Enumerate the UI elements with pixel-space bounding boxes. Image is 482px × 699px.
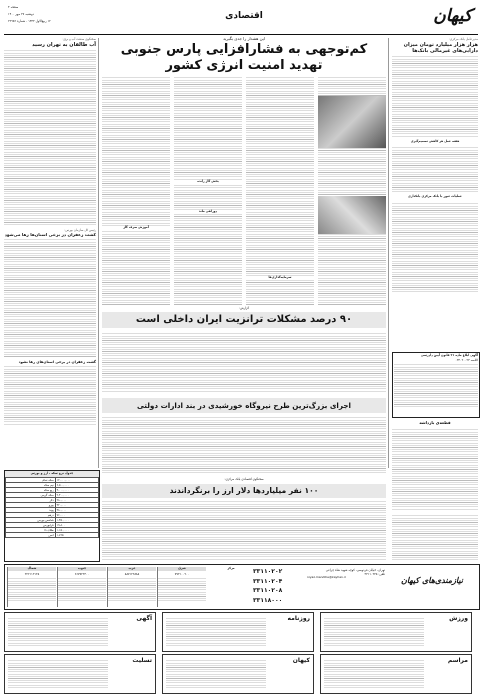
phone-list (253, 567, 303, 605)
table-cell-value: ۱,۴۵۰,۰۰۰ (55, 517, 98, 522)
ad-box-label: آگهی (136, 615, 152, 622)
city-name: شمال (8, 567, 56, 571)
left-headline: آب طالقان به تهران رسید (32, 41, 96, 48)
table-cell-label: فرابورس (6, 522, 56, 527)
center-col-2 (174, 76, 242, 306)
ad-box (4, 654, 156, 694)
table-cell-value: ۳۸۰,۰۰۰ (55, 507, 98, 512)
table-cell-value: ۷۶,۰۰۰ (55, 512, 98, 517)
table-cell-value: ۱,۷۶۵ (55, 532, 98, 537)
city-fill (58, 577, 106, 603)
phone-3: ۳۳۱۱۰۲۰۸ (253, 587, 283, 594)
city-phone: ۶۶۷۷۲۲۳۰۰ (74, 571, 90, 576)
ad-boxes (4, 612, 478, 694)
right-box-2: عملیات عبور با بانک مرکزی بانکداری (408, 194, 462, 199)
city-name: غرب (108, 567, 156, 571)
subhead-2: آموزش صرف گاز (102, 226, 170, 230)
market-table-box (4, 470, 100, 562)
email-line: niyaz.mandihe@kayhan.ir (307, 575, 346, 580)
right-body-4 (392, 428, 478, 510)
lead-title-1: کم‌توجهی به فشارافزایی پارس جنوبی (120, 42, 368, 57)
article-photo-2 (318, 196, 386, 234)
table-cell-label: نیم سکه (6, 482, 56, 487)
banner-transit: ۹۰ درصد مشکلات ترانزیت ایران داخلی است (102, 312, 386, 328)
classified-brand: نیازمندی‌های کیهان (400, 576, 464, 585)
right-headline: هزار هزار میلیارد تومان میزان دارایی‌های غیرمالی بانک‌ها (403, 41, 478, 55)
banner-currency: ۱۰۰ نفر میلیاردها دلار ارز را برنگرداندند (102, 484, 386, 498)
article-photo (318, 96, 386, 148)
notice-ref: کلاسه ۰۳۴۰۲۰۰۲۳ (455, 357, 478, 362)
city-column (157, 567, 206, 607)
logo: کیهان (433, 6, 472, 26)
city-phone: ۲۲۲۱۱۳۱۳۸ (24, 571, 40, 576)
left-column (4, 38, 96, 468)
col-divider-right (388, 38, 389, 468)
city-fill (8, 577, 56, 603)
table-cell-value: ۲۸۰,۰۰۰ (55, 497, 98, 502)
right-body-5 (392, 514, 478, 560)
table-cell-label: انس (6, 532, 56, 537)
table-cell-label: شاخص بورس (6, 517, 56, 522)
banner3-kicker: سخنگوی اقتصادی بانک مرکزی: (224, 477, 264, 481)
address-line: تهران، خیابان فردوسی، کوچه شهید شاه چراغی (325, 568, 385, 572)
left-body-1 (4, 49, 96, 225)
table-cell-value: ۱۹,۸۰۰ (55, 522, 98, 527)
notice-body (394, 363, 478, 407)
city-name: شرق (158, 567, 206, 571)
ad-box (320, 612, 472, 652)
city-header: مرکز (227, 566, 235, 570)
left-sub-kicker: رئیس کل سازمان بورس: (64, 227, 96, 232)
ad-box-label: تسلیت (132, 657, 152, 664)
ad-box (320, 654, 472, 694)
right-body-2 (392, 146, 478, 192)
left-body-3 (4, 365, 96, 425)
ad-box (162, 654, 314, 694)
banner3-body (102, 500, 386, 560)
ad-box-body (8, 617, 108, 647)
ad-box-label: روزنامه (287, 615, 310, 622)
lead-title-2: تهدید امنیت انرژی کشور (165, 58, 323, 73)
banner-solar: اجرای بزرگ‌ترین طرح نیروگاه خورشیدی در بند ادارات دولتی (102, 398, 386, 413)
city-column (107, 567, 156, 607)
date-line: دوشنبه ۲۷ مهر ۱۴۰۰ (8, 12, 34, 16)
center-col-1 (102, 76, 170, 306)
table-cell-label: ربع سکه (6, 487, 56, 492)
city-phone: ۷۷۳۱۰۰۹۰۰ (174, 571, 190, 576)
market-table (5, 477, 99, 538)
ad-box (162, 612, 314, 652)
section-title: اقتصادی (225, 11, 263, 21)
right-section-title: قطعه‌ی بازداشه (419, 420, 451, 425)
table-cell-value: ۶,۵۰۰,۰۰۰ (55, 482, 98, 487)
right-kicker: مدیرعامل بانک مرکزی: (448, 37, 478, 41)
right-body-3 (392, 202, 478, 292)
banner1-body (102, 332, 386, 392)
right-body-1 (392, 55, 478, 137)
masthead (4, 4, 478, 35)
subhead-1: بخش گاز رانده (174, 180, 242, 184)
city-name: جنوب (58, 567, 106, 571)
table-cell-label: پوند (6, 507, 56, 512)
ad-box-body (166, 617, 266, 647)
lead-kicker: این هشدار را جدی بگیرید (223, 36, 265, 41)
col-divider (98, 38, 99, 468)
table-cell-value: ۳۲۰,۰۰۰ (55, 502, 98, 507)
table-cell-label: درهم (6, 512, 56, 517)
left-body-2 (4, 238, 96, 358)
phone-4: ۳۳۱۱۸۰۰۰ (253, 596, 283, 604)
address-block (307, 569, 385, 580)
banner2-body (102, 416, 386, 474)
phone-1: ۳۳۱۱۰۲۰۲ (253, 568, 283, 575)
table-cell-label: طلای ۱۸ (6, 527, 56, 532)
city-phone: ۸۸۷۱۲۲۸۸۸ (124, 571, 140, 576)
ad-box (4, 612, 156, 652)
right-box-1: هفته عمل هر کاهش تصمیم‌گیری (410, 138, 460, 143)
issue-line: ۱۲ ربیع‌الاول ۱۴۴۳ - شماره ۲۲۹۸۲ (8, 19, 51, 23)
left-sub-headline: کشت زعفران در برخی استان‌ها رها می‌شود (4, 232, 96, 238)
ad-box-label: کیهان (292, 657, 310, 664)
phone-block: تلفن: ۳۳۱۱۰۲۳۵ (364, 571, 385, 576)
page-label: صفحه ۴ (8, 5, 19, 9)
table-cell-value: ۱,۱۵۰,۰۰۰ (55, 527, 98, 532)
right-column (392, 38, 478, 378)
banner1-kicker: گزارش: (238, 306, 250, 310)
center-col-3 (246, 76, 314, 306)
table-cell-label: سکه تمام (6, 477, 56, 482)
left-sub-headline-2: گشت زعفران در برخی استان‌های رها نشود (18, 360, 96, 365)
ad-box-label: مراسم (447, 657, 468, 664)
ad-box-body (8, 659, 108, 689)
ad-box-body (324, 617, 424, 647)
city-column (57, 567, 106, 607)
phone-2: ۳۳۱۱۰۲۰۴ (253, 577, 283, 585)
table-cell-value: ۴,۰۰۰,۰۰۰ (55, 487, 98, 492)
city-fill (108, 577, 156, 603)
city-fill (158, 577, 206, 603)
table-cell-label: دلار (6, 497, 56, 502)
ad-box-body (166, 659, 266, 689)
left-kicker: سخنگوی صنعت آب و برق: (62, 37, 96, 41)
table-row (6, 532, 99, 537)
subhead-3: دوراهی ماند (174, 210, 242, 214)
city-phone-grid (7, 567, 207, 607)
market-table-title: جدول نرخ سکه ، ارز و بورس (5, 471, 99, 477)
subhead-4: سرمایه‌گذاری‌ها (246, 276, 314, 280)
legal-notice (392, 352, 480, 418)
table-cell-value: ۲,۴۰۰,۰۰۰ (55, 492, 98, 497)
table-cell-value: ۱۲,۰۰۰,۰۰۰ (55, 477, 98, 482)
ad-box-label: ورزش (449, 615, 468, 622)
ad-box-body (324, 659, 424, 689)
city-column (7, 567, 56, 607)
table-cell-label: یورو (6, 502, 56, 507)
classified-band (4, 564, 480, 610)
table-cell-label: سکه گرمی (6, 492, 56, 497)
center-body (102, 76, 386, 306)
notice-title: آگهی ابلاغ ماده ۲۱ قانون آیین دادرسی (420, 353, 478, 357)
